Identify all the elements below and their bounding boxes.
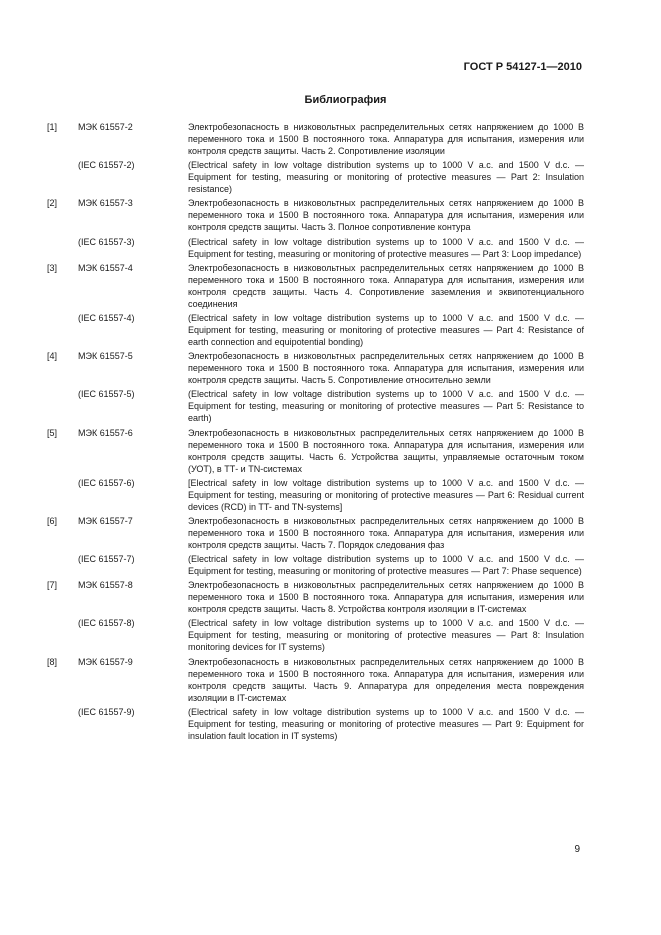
bib-entry-ru [47, 427, 584, 475]
entry-number: [7] [47, 580, 58, 591]
bib-entry-ru [47, 656, 584, 704]
entry-code-iec: (IEC 61557-3) [78, 236, 135, 247]
entry-code-iec: (IEC 61557-4) [78, 312, 135, 323]
entry-number: [6] [47, 515, 58, 526]
entry-code-ru: МЭК 61557-7 [78, 515, 133, 526]
entry-title-ru: Электробезопасность в низковольтных распределительных сетях напряжением до 1000 В переменного тока и 1500 В постоянного тока. Аппаратура для испытания, измерения или контроля средств защиты. Часть 4. Сопротивление заземления и эквипотенциального соединения [188, 262, 584, 309]
entry-title-en: (Electrical safety in low voltage distribution systems up to 1000 V a.c. and 1500 V d.c. — Equipment for testing, measuring or monitoring of protective measures — Part 2: Insulation resistance) [188, 160, 584, 195]
entry-title-en: (Electrical safety in low voltage distribution systems up to 1000 V a.c. and 1500 V d.c. — Equipment for testing, measuring or monitoring of protective measures — Part 8: Insulation monitoring devices for IT systems) [188, 618, 584, 653]
entry-title-en: (Electrical safety in low voltage distribution systems up to 1000 V a.c. and 1500 V d.c. — Equipment for testing, measuring or monitoring of protective measures — Part 9: Equipment for insulation fault location in IT systems) [188, 706, 584, 741]
entry-title-en: (Electrical safety in low voltage distribution systems up to 1000 V a.c. and 1500 V d.c. — Equipment for testing, measuring or monitoring of protective measures — Part 7: Phase sequence) [188, 554, 584, 577]
entry-title-ru: Электробезопасность в низковольтных распределительных сетях напряжением до 1000 В переменного тока и 1500 В постоянного тока. Аппаратура для испытания, измерения или контроля средств защиты. Часть 7. Порядок следования фаз [188, 515, 584, 550]
entry-code-ru: МЭК 61557-3 [78, 198, 133, 209]
entry-title-ru: Электробезопасность в низковольтных распределительных сетях напряжением до 1000 В переменного тока и 1500 В постоянного тока. Аппаратура для испытания, измерения или контроля средств защиты. Часть 6. Устройства защиты, управляемые остаточным током (УОТ), в ТТ- и TN-системах [188, 427, 584, 474]
entry-code-iec: (IEC 61557-8) [78, 618, 135, 629]
entry-code-ru: МЭК 61557-6 [78, 427, 133, 438]
bib-entry-ru [47, 197, 584, 233]
entry-code-ru: МЭК 61557-5 [78, 351, 133, 362]
entry-title-en: (Electrical safety in low voltage distribution systems up to 1000 V a.c. and 1500 V d.c. — Equipment for testing, measuring or monitoring of protective measures — Part 3: Loop impedance) [188, 236, 584, 259]
document-code: ГОСТ Р 54127-1—2010 [463, 61, 582, 73]
entry-title-en: (Electrical safety in low voltage distribution systems up to 1000 V a.c. and 1500 V d.c. — Equipment for testing, measuring or monitoring of protective measures — Part 5: Resistance to earth) [188, 389, 584, 424]
bib-entry-en [47, 388, 584, 424]
bib-entry-en [47, 159, 584, 195]
entry-code-iec: (IEC 61557-9) [78, 706, 135, 717]
entry-title-en: (Electrical safety in low voltage distribution systems up to 1000 V a.c. and 1500 V d.c. — Equipment for testing, measuring or monitoring of protective measures — Part 4: Resistance of earth connection and equipotential bonding) [188, 312, 584, 347]
entry-code-ru: МЭК 61557-4 [78, 262, 133, 273]
entry-title-ru: Электробезопасность в низковольтных распределительных сетях напряжением до 1000 В переменного тока и 1500 В постоянного тока. Аппаратура для испытания, измерения или контроля средств защиты. Часть 2. Сопротивление изоляции [188, 122, 584, 156]
page-title: Библиография [304, 94, 387, 106]
bib-entry-ru [47, 515, 584, 551]
entry-title-en: [Electrical safety in low voltage distribution systems up to 1000 V a.c. and 1500 V d.c. — Equipment for testing, measuring or monitoring of protective measures — Part 6: Residual current devices (RCD) in TT- and TN-systems] [188, 477, 584, 512]
bib-entry-ru [47, 262, 584, 310]
entry-code-iec: (IEC 61557-7) [78, 554, 135, 565]
entry-title-ru: Электробезопасность в низковольтных распределительных сетях напряжением до 1000 В переменного тока и 1500 В постоянного тока. Аппаратура для испытания, измерения или контроля средств защиты. Часть 5. Сопротивление относительно земли [188, 351, 584, 386]
page-number: 9 [574, 844, 580, 855]
entry-code-iec: (IEC 61557-6) [78, 477, 135, 488]
entry-title-ru: Электробезопасность в низковольтных распределительных сетях напряжением до 1000 В переменного тока и 1500 В постоянного тока. Аппаратура для испытания, измерения или контроля средств защиты. Часть 8. Устройства контроля изоляции в IT-системах [188, 580, 584, 615]
bib-entry-en [47, 553, 584, 577]
bib-entry-ru [47, 121, 584, 157]
entry-title-ru: Электробезопасность в низковольтных распределительных сетях напряжением до 1000 В переменного тока и 1500 В постоянного тока. Аппаратура для испытания, измерения или контроля средств защиты. Часть 9. Аппаратура для определения места повреждения изоляции в IT-системах [188, 656, 584, 703]
entry-code-iec: (IEC 61557-5) [78, 389, 135, 400]
entry-title-ru: Электробезопасность в низковольтных распределительных сетях напряжением до 1000 В переменного тока и 1500 В постоянного тока. Аппаратура для испытания, измерения или контроля средств защиты. Часть 3. Полное сопротивление контура [188, 198, 584, 233]
bib-entry-en [47, 477, 584, 513]
bib-entry-ru [47, 350, 584, 386]
entry-number: [2] [47, 198, 58, 209]
entry-code-ru: МЭК 61557-2 [78, 122, 133, 132]
entry-number: [4] [47, 351, 58, 362]
entry-number: [3] [47, 262, 58, 273]
entry-number: [1] [47, 122, 58, 132]
entry-number: [5] [47, 427, 58, 438]
entry-code-ru: МЭК 61557-9 [78, 656, 133, 667]
entry-code-iec: (IEC 61557-2) [78, 160, 135, 171]
bib-entry-en [47, 312, 584, 348]
bib-entry-en [47, 617, 584, 653]
entry-code-ru: МЭК 61557-8 [78, 580, 133, 591]
entry-number: [8] [47, 656, 58, 667]
bib-entry-en [47, 706, 584, 742]
bib-entry-ru [47, 579, 584, 615]
bibliography-list [47, 121, 584, 744]
bib-entry-en [47, 236, 584, 260]
